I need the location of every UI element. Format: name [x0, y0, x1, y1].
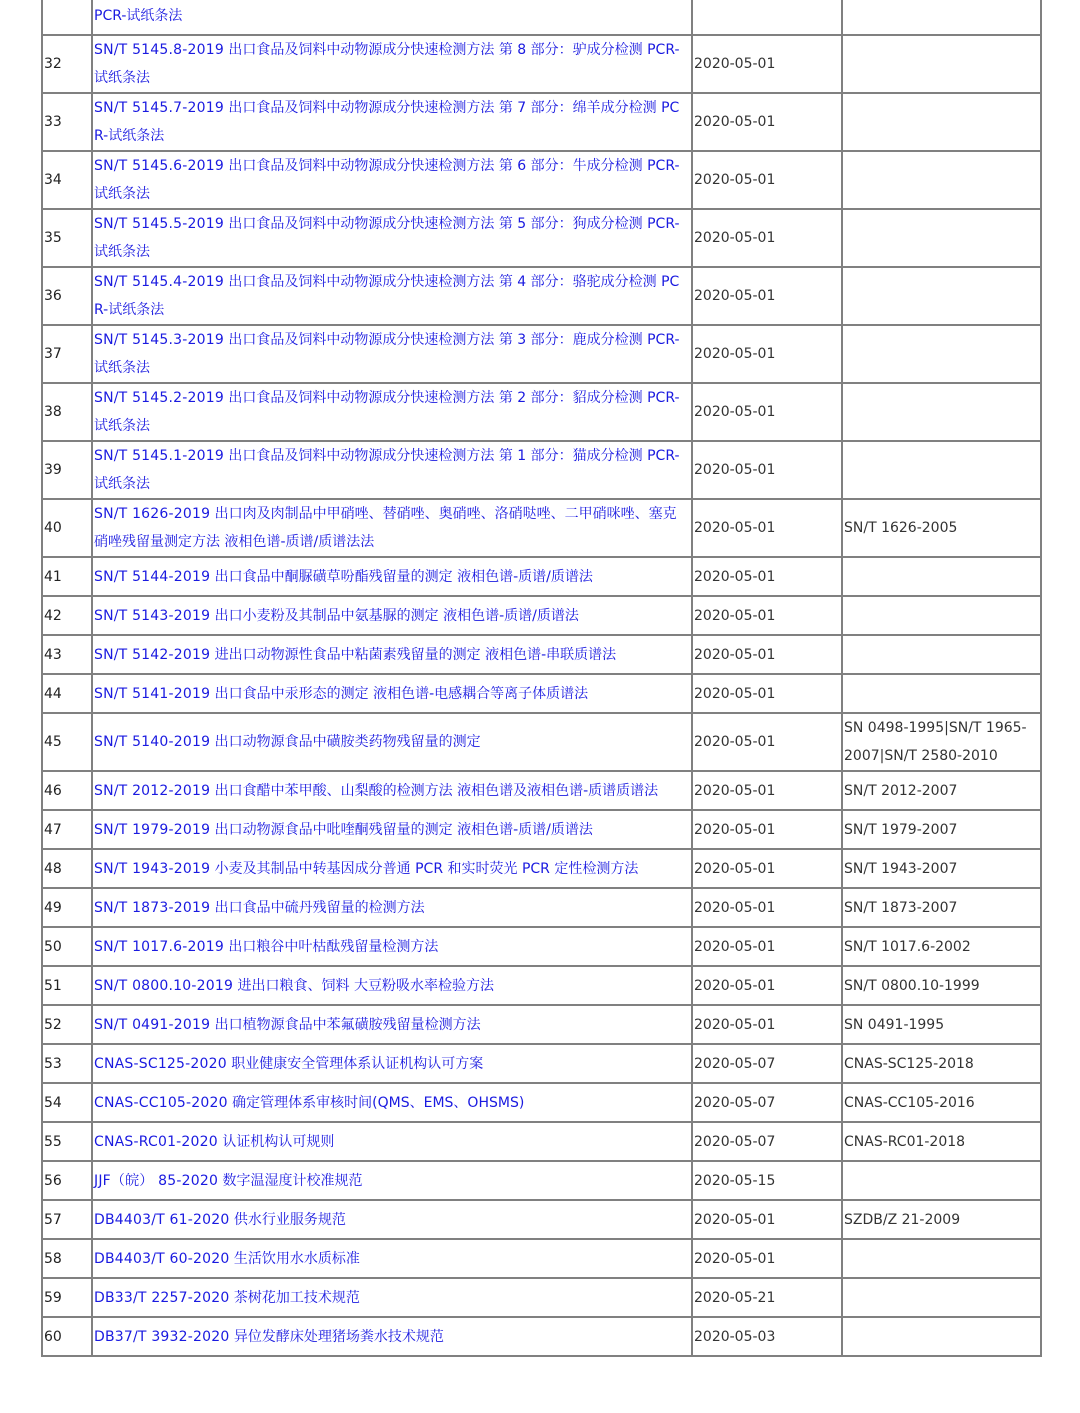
replaced-standard	[842, 0, 1041, 35]
effective-date: 2020-05-01	[692, 209, 842, 267]
standard-code[interactable]: DB37/T 3932-2020	[94, 1328, 230, 1345]
row-number: 50	[42, 927, 92, 966]
standard-code[interactable]: JJF（皖） 85-2020	[94, 1172, 219, 1189]
standard-title-link[interactable]	[92, 441, 692, 499]
effective-date: 2020-05-01	[692, 849, 842, 888]
table-row	[42, 713, 1041, 771]
effective-date: 2020-05-01	[692, 383, 842, 441]
standard-code[interactable]: SN/T 5145.4-2019	[94, 274, 224, 290]
standard-name[interactable]: 出口动物源食品中磺胺类药物残留量的测定	[214, 734, 481, 750]
row-number: 56	[42, 1161, 92, 1200]
effective-date: 2020-05-01	[692, 441, 842, 499]
replaced-standard	[842, 441, 1041, 499]
row-number	[42, 0, 92, 35]
replaced-standard	[842, 596, 1041, 635]
replaced-standard	[842, 1161, 1041, 1200]
standard-title-link[interactable]	[92, 771, 692, 810]
standard-title-link[interactable]	[92, 151, 692, 209]
standards-table-body	[42, 0, 1041, 1356]
table-row	[42, 209, 1041, 267]
replaced-standard	[842, 93, 1041, 151]
standard-title-link[interactable]	[92, 1200, 692, 1239]
standard-name[interactable]: 确定管理体系审核时间(QMS、EMS、OHSMS)	[232, 1094, 525, 1111]
standard-name[interactable]: PCR-试纸条法	[94, 8, 183, 24]
replaced-standard: SN/T 1626-2005	[842, 499, 1041, 557]
standard-title-link[interactable]	[92, 35, 692, 93]
standard-name[interactable]: 数字温湿度计校准规范	[222, 1172, 363, 1189]
row-number: 39	[42, 441, 92, 499]
standard-title-link[interactable]	[92, 267, 692, 325]
row-number: 47	[42, 810, 92, 849]
standard-name[interactable]: 出口食品中汞形态的测定 液相色谱-电感耦合等离子体质谱法	[214, 685, 589, 702]
standard-name[interactable]: 出口食醋中苯甲酸、山梨酸的检测方法 液相色谱及液相色谱-质谱质谱法	[214, 782, 659, 799]
row-number: 36	[42, 267, 92, 325]
replaced-standard	[842, 1317, 1041, 1356]
replaced-standard: CNAS-RC01-2018	[842, 1122, 1041, 1161]
effective-date: 2020-05-01	[692, 267, 842, 325]
row-number: 60	[42, 1317, 92, 1356]
row-number: 44	[42, 674, 92, 713]
standard-code[interactable]: DB4403/T 61-2020	[94, 1211, 230, 1228]
row-number: 40	[42, 499, 92, 557]
row-number: 37	[42, 325, 92, 383]
replaced-standard: SN/T 1017.6-2002	[842, 927, 1041, 966]
standard-title-link[interactable]	[92, 596, 692, 635]
table-row	[42, 499, 1041, 557]
row-number: 46	[42, 771, 92, 810]
effective-date: 2020-05-03	[692, 1317, 842, 1356]
table-row	[42, 151, 1041, 209]
standard-code[interactable]: SN/T 5141-2019	[94, 685, 211, 702]
table-row	[42, 1044, 1041, 1083]
standard-title-link[interactable]	[92, 209, 692, 267]
replaced-standard: SN 0498-1995|SN/T 1965-2007|SN/T 2580-2010	[842, 713, 1041, 771]
standard-title-link[interactable]	[92, 1317, 692, 1356]
row-number: 38	[42, 383, 92, 441]
standard-name[interactable]: 进出口动物源性食品中粘菌素残留量的测定 液相色谱-串联质谱法	[214, 646, 617, 663]
standard-name[interactable]: 生活饮用水水质标准	[233, 1250, 360, 1267]
standard-name[interactable]: 出口食品及饲料中动物源成分快速检测方法 第 7 部分：绵羊成分检测 PCR-试纸条法	[94, 100, 680, 144]
standard-code[interactable]: SN/T 5145.7-2019	[94, 100, 224, 116]
standard-title-link[interactable]	[92, 0, 692, 35]
effective-date	[692, 0, 842, 35]
replaced-standard	[842, 35, 1041, 93]
standard-title-link[interactable]	[92, 1083, 692, 1122]
standards-table	[41, 0, 1042, 1357]
standard-code[interactable]: SN/T 5142-2019	[94, 646, 211, 663]
standard-code[interactable]: SN/T 5145.6-2019	[94, 158, 224, 174]
standard-name[interactable]: 出口小麦粉及其制品中氨基脲的测定 液相色谱-质谱/质谱法	[214, 607, 579, 624]
effective-date: 2020-05-01	[692, 93, 842, 151]
standard-code[interactable]: SN/T 1979-2019	[94, 821, 211, 838]
replaced-standard	[842, 557, 1041, 596]
standard-code[interactable]: CNAS-RC01-2020	[94, 1133, 218, 1150]
table-row	[42, 35, 1041, 93]
table-row	[42, 888, 1041, 927]
table-row	[42, 1083, 1041, 1122]
table-row	[42, 1317, 1041, 1356]
standard-name[interactable]: 出口食品中硫丹残留量的检测方法	[214, 899, 425, 916]
standard-name[interactable]: 出口食品及饲料中动物源成分快速检测方法 第 5 部分：狗成分检测 PCR-试纸条法	[94, 216, 680, 260]
standard-code[interactable]: CNAS-CC105-2020	[94, 1094, 228, 1111]
effective-date: 2020-05-01	[692, 927, 842, 966]
standard-code[interactable]: SN/T 1943-2019	[94, 860, 211, 877]
standard-code[interactable]: SN/T 5145.8-2019	[94, 42, 224, 58]
row-number: 53	[42, 1044, 92, 1083]
table-row	[42, 810, 1041, 849]
standard-title-link[interactable]	[92, 966, 692, 1005]
row-number: 32	[42, 35, 92, 93]
table-row	[42, 1122, 1041, 1161]
effective-date: 2020-05-07	[692, 1122, 842, 1161]
effective-date: 2020-05-01	[692, 557, 842, 596]
standard-name[interactable]: 出口食品及饲料中动物源成分快速检测方法 第 3 部分：鹿成分检测 PCR-试纸条法	[94, 332, 680, 376]
table-row	[42, 966, 1041, 1005]
standard-code[interactable]: SN/T 0800.10-2019	[94, 977, 234, 994]
effective-date: 2020-05-01	[692, 35, 842, 93]
standard-name[interactable]: 出口食品及饲料中动物源成分快速检测方法 第 6 部分：牛成分检测 PCR-试纸条法	[94, 158, 680, 202]
replaced-standard	[842, 1278, 1041, 1317]
standard-code[interactable]: SN/T 5143-2019	[94, 607, 211, 624]
row-number: 34	[42, 151, 92, 209]
standard-name[interactable]: 出口动物源食品中吡喹酮残留量的测定 液相色谱-质谱/质谱法	[214, 821, 593, 838]
replaced-standard	[842, 674, 1041, 713]
effective-date: 2020-05-01	[692, 1239, 842, 1278]
effective-date: 2020-05-01	[692, 713, 842, 771]
effective-date: 2020-05-01	[692, 966, 842, 1005]
standard-name[interactable]: 出口植物源食品中苯氟磺胺残留量检测方法	[214, 1016, 481, 1033]
standard-name[interactable]: 出口食品中酮脲磺草吩酯残留量的测定 液相色谱-质谱/质谱法	[214, 568, 593, 585]
row-number: 42	[42, 596, 92, 635]
table-row	[42, 1278, 1041, 1317]
row-number: 48	[42, 849, 92, 888]
standard-title-link[interactable]	[92, 1239, 692, 1278]
standard-name[interactable]: 出口食品及饲料中动物源成分快速检测方法 第 2 部分：貂成分检测 PCR-试纸条法	[94, 390, 680, 434]
effective-date: 2020-05-01	[692, 325, 842, 383]
standard-code[interactable]: SN/T 0491-2019	[94, 1016, 211, 1033]
table-row	[42, 771, 1041, 810]
replaced-standard: CNAS-CC105-2016	[842, 1083, 1041, 1122]
standard-name[interactable]: 职业健康安全管理体系认证机构认可方案	[231, 1055, 484, 1072]
standard-code[interactable]: SN/T 1017.6-2019	[94, 938, 224, 955]
effective-date: 2020-05-01	[692, 635, 842, 674]
table-row	[42, 1239, 1041, 1278]
effective-date: 2020-05-01	[692, 151, 842, 209]
replaced-standard: SN 0491-1995	[842, 1005, 1041, 1044]
standard-name[interactable]: 出口食品及饲料中动物源成分快速检测方法 第 1 部分：猫成分检测 PCR-试纸条法	[94, 448, 680, 492]
table-row	[42, 441, 1041, 499]
standard-title-link[interactable]	[92, 888, 692, 927]
replaced-standard	[842, 635, 1041, 674]
replaced-standard: SZDB/Z 21-2009	[842, 1200, 1041, 1239]
standard-title-link[interactable]	[92, 1161, 692, 1200]
row-number: 59	[42, 1278, 92, 1317]
replaced-standard	[842, 151, 1041, 209]
table-row	[42, 1005, 1041, 1044]
table-row	[42, 383, 1041, 441]
replaced-standard: SN/T 0800.10-1999	[842, 966, 1041, 1005]
effective-date: 2020-05-01	[692, 771, 842, 810]
standard-name[interactable]: 出口食品及饲料中动物源成分快速检测方法 第 4 部分：骆驼成分检测 PCR-试纸条法	[94, 274, 680, 318]
table-row	[42, 596, 1041, 635]
replaced-standard	[842, 267, 1041, 325]
standard-code[interactable]: SN/T 5145.2-2019	[94, 390, 224, 406]
table-row	[42, 635, 1041, 674]
standard-title-link[interactable]	[92, 325, 692, 383]
row-number: 35	[42, 209, 92, 267]
effective-date: 2020-05-01	[692, 1200, 842, 1239]
row-number: 57	[42, 1200, 92, 1239]
replaced-standard	[842, 325, 1041, 383]
standard-code[interactable]: DB33/T 2257-2020	[94, 1289, 230, 1306]
standard-title-link[interactable]	[92, 557, 692, 596]
standard-title-link[interactable]	[92, 1044, 692, 1083]
effective-date: 2020-05-07	[692, 1044, 842, 1083]
row-number: 54	[42, 1083, 92, 1122]
effective-date: 2020-05-01	[692, 674, 842, 713]
standard-code[interactable]: CNAS-SC125-2020	[94, 1055, 227, 1072]
table-row	[42, 674, 1041, 713]
row-number: 45	[42, 713, 92, 771]
standard-title-link[interactable]	[92, 1122, 692, 1161]
standard-code[interactable]: SN/T 1626-2019	[94, 506, 211, 522]
effective-date: 2020-05-07	[692, 1083, 842, 1122]
effective-date: 2020-05-15	[692, 1161, 842, 1200]
standard-code[interactable]: SN/T 5145.3-2019	[94, 332, 224, 348]
standard-code[interactable]: SN/T 5145.5-2019	[94, 216, 224, 232]
standard-name[interactable]: 进出口粮食、饲料 大豆粉吸水率检验方法	[237, 977, 494, 994]
replaced-standard	[842, 209, 1041, 267]
table-row	[42, 0, 1041, 35]
standard-title-link[interactable]	[92, 810, 692, 849]
standard-code[interactable]: SN/T 5144-2019	[94, 568, 211, 585]
standard-name[interactable]: 茶树花加工技术规范	[233, 1289, 360, 1306]
effective-date: 2020-05-21	[692, 1278, 842, 1317]
standard-name[interactable]: 异位发酵床处理猪场粪水技术规范	[233, 1328, 444, 1345]
table-row	[42, 849, 1041, 888]
standard-title-link[interactable]	[92, 849, 692, 888]
standard-code[interactable]: DB4403/T 60-2020	[94, 1250, 230, 1267]
row-number: 52	[42, 1005, 92, 1044]
standard-title-link[interactable]	[92, 383, 692, 441]
standard-code[interactable]: SN/T 1873-2019	[94, 899, 211, 916]
row-number: 33	[42, 93, 92, 151]
standard-title-link[interactable]	[92, 93, 692, 151]
standard-name[interactable]: 出口食品及饲料中动物源成分快速检测方法 第 8 部分：驴成分检测 PCR-试纸条法	[94, 42, 680, 86]
replaced-standard: CNAS-SC125-2018	[842, 1044, 1041, 1083]
table-row	[42, 325, 1041, 383]
standard-name[interactable]: 认证机构认可规则	[222, 1133, 335, 1150]
row-number: 49	[42, 888, 92, 927]
effective-date: 2020-05-01	[692, 596, 842, 635]
row-number: 43	[42, 635, 92, 674]
table-row	[42, 93, 1041, 151]
standard-code[interactable]: SN/T 2012-2019	[94, 782, 211, 799]
standard-code[interactable]: SN/T 5140-2019	[94, 734, 211, 750]
standard-title-link[interactable]	[92, 1278, 692, 1317]
replaced-standard: SN/T 1943-2007	[842, 849, 1041, 888]
table-row	[42, 557, 1041, 596]
standard-title-link[interactable]	[92, 635, 692, 674]
effective-date: 2020-05-01	[692, 499, 842, 557]
effective-date: 2020-05-01	[692, 810, 842, 849]
standard-title-link[interactable]	[92, 927, 692, 966]
table-row	[42, 1200, 1041, 1239]
table-row	[42, 1161, 1041, 1200]
effective-date: 2020-05-01	[692, 1005, 842, 1044]
row-number: 55	[42, 1122, 92, 1161]
row-number: 41	[42, 557, 92, 596]
standard-title-link[interactable]	[92, 1005, 692, 1044]
replaced-standard: SN/T 1979-2007	[842, 810, 1041, 849]
row-number: 58	[42, 1239, 92, 1278]
standard-name[interactable]: 小麦及其制品中转基因成分普通 PCR 和实时荧光 PCR 定性检测方法	[214, 860, 639, 877]
standard-name[interactable]: 出口肉及肉制品中甲硝唑、替硝唑、奥硝唑、洛硝哒唑、二甲硝咪唑、塞克硝唑残留量测定方法 液相色谱-质谱/质谱法法	[94, 506, 677, 550]
standard-name[interactable]: 出口粮谷中叶枯酞残留量检测方法	[228, 938, 439, 955]
replaced-standard: SN/T 2012-2007	[842, 771, 1041, 810]
standard-code[interactable]: SN/T 5145.1-2019	[94, 448, 224, 464]
table-row	[42, 927, 1041, 966]
replaced-standard: SN/T 1873-2007	[842, 888, 1041, 927]
replaced-standard	[842, 383, 1041, 441]
standard-title-link[interactable]	[92, 674, 692, 713]
table-row	[42, 267, 1041, 325]
row-number: 51	[42, 966, 92, 1005]
standard-title-link[interactable]	[92, 499, 692, 557]
effective-date: 2020-05-01	[692, 888, 842, 927]
standard-title-link[interactable]	[92, 713, 692, 771]
standard-name[interactable]: 供水行业服务规范	[233, 1211, 346, 1228]
replaced-standard	[842, 1239, 1041, 1278]
